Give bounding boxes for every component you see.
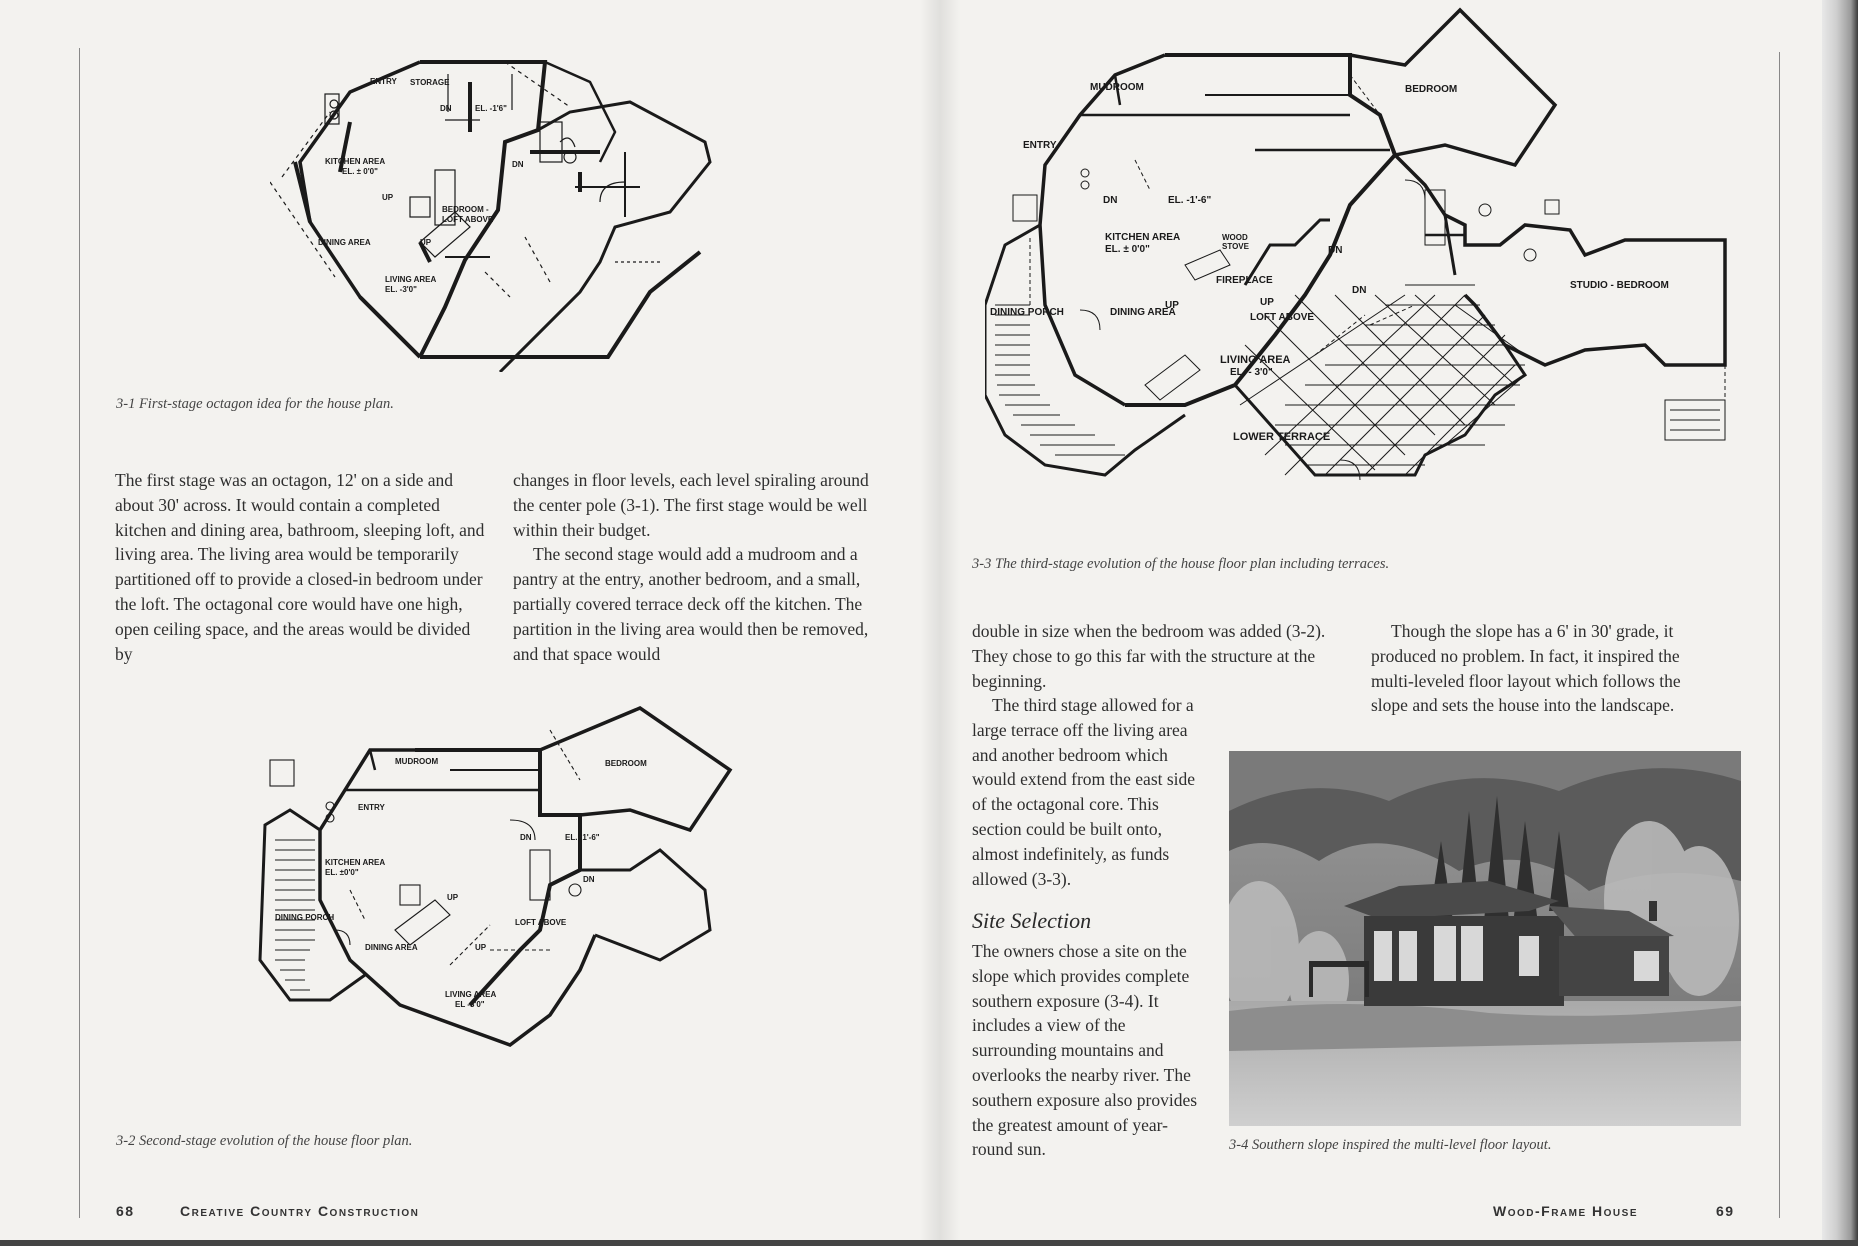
fig1-label-dining: DINING AREA	[318, 238, 371, 247]
fig3-label-living: LIVING AREA	[1220, 354, 1291, 366]
fig1-label-living: LIVING AREA	[385, 275, 437, 284]
left-text-column-1	[115, 468, 487, 666]
floor-plan-3-3	[985, 5, 1735, 550]
fig3-label-dn3: DN	[1352, 285, 1367, 296]
right-col1-para-1: double in size when the bedroom was added (3-2). They chose to go this far with the structure at the beginning.	[972, 621, 1326, 691]
fig3-label-terrace: LOWER TERRACE	[1233, 431, 1331, 443]
fig1-label-bedroom: BEDROOM -	[442, 205, 489, 214]
left-col1-para: The first stage was an octagon, 12' on a side and about 30' across. It would contain a completed kitchen and dining area, bathroom, sleeping loft, and living area. The living area would be temporarily partitioned off to provide a closed-in bedroom under the loft. The octagonal core would have one high, open ceiling space, and the areas would be divided by	[115, 470, 485, 664]
left-col2-para-2: The second stage would add a mudroom and a pantry at the entry, another bedroom, and a small, partially covered terrace deck off the kitchen. The partition in the living area would then be removed, and that space would	[513, 544, 869, 664]
fig3-label-dining: DINING AREA	[1110, 307, 1176, 318]
fig3-label-kitchen-el: EL. ± 0'0"	[1105, 244, 1150, 255]
fig3-label-fireplace: FIREPLACE	[1216, 275, 1273, 286]
right-running-head: Wood-Frame House	[1493, 1203, 1638, 1219]
fig1-label-kitchen-el: EL. ± 0'0"	[342, 167, 378, 176]
fig2-label-entry: ENTRY	[358, 803, 385, 812]
fig3-label-entry: ENTRY	[1023, 140, 1057, 151]
fig2-label-loft: LOFT ABOVE	[515, 918, 567, 927]
fig2-label-porch: DINING PORCH	[275, 913, 335, 922]
left-running-head: Creative Country Construction	[180, 1203, 420, 1219]
right-text-column-2	[1371, 619, 1721, 718]
floor-plan-3-1	[270, 52, 730, 372]
fig3-label-stove: WOOD	[1222, 233, 1248, 242]
caption-3-3: 3-3 The third-stage evolution of the house floor plan including terraces.	[972, 556, 1390, 572]
left-folio-number: 68	[116, 1203, 135, 1219]
bottom-edge	[0, 1240, 1858, 1246]
fig2-label-living: LIVING AREA	[445, 990, 497, 999]
fig3-label-dn1: DN	[1103, 195, 1118, 206]
fig3-label-studio: STUDIO - BEDROOM	[1570, 280, 1669, 291]
fig3-label-mudroom: MUDROOM	[1090, 82, 1144, 93]
floor-plan-3-2	[250, 700, 740, 1105]
fig2-label-dn1: DN	[520, 833, 532, 842]
caption-3-2: 3-2 Second-stage evolution of the house floor plan.	[116, 1133, 413, 1149]
fig2-label-mudroom: MUDROOM	[395, 757, 439, 766]
fig2-label-dining: DINING AREA	[365, 943, 418, 952]
left-col2-para-1: changes in floor levels, each level spiraling around the center pole (3-1). The first stage would be well within their budget.	[513, 470, 869, 540]
page-edge	[1822, 0, 1858, 1246]
fig2-label-up1: UP	[447, 893, 459, 902]
left-margin-rule	[79, 48, 80, 1218]
fig3-label-porch: DINING PORCH	[990, 307, 1064, 318]
left-text-column-2	[513, 468, 886, 666]
fig1-label-entry: ENTRY	[370, 77, 397, 86]
fig2-label-bedroom: BEDROOM	[605, 759, 647, 768]
fig1-label-up1: UP	[382, 193, 394, 202]
site-selection-text	[972, 939, 1202, 1162]
right-margin-rule	[1779, 52, 1780, 1218]
fig1-label-up2: UP	[420, 238, 432, 247]
fig3-label-stove2: STOVE	[1222, 242, 1249, 251]
right-col2-para: Though the slope has a 6' in 30' grade, it produced no problem. In fact, it inspired the multi-leveled floor layout which follows the slope and sets the house into the landscape.	[1371, 621, 1681, 716]
caption-3-1: 3-1 First-stage octagon idea for the house plan.	[116, 396, 394, 412]
fig1-label-dn2: DN	[512, 160, 524, 169]
fig1-label-dn1: DN	[440, 104, 452, 113]
fig1-label-living-el: EL. -3'0"	[385, 285, 417, 294]
right-text-column-1b	[972, 693, 1202, 891]
house-photo	[1229, 751, 1741, 1126]
fig2-label-el1: EL. -1'-6"	[565, 833, 600, 842]
fig3-label-up2: UP	[1260, 297, 1274, 308]
fig3-label-dn2: DN	[1328, 245, 1343, 256]
fig1-label-storage: STORAGE	[410, 78, 450, 87]
fig2-label-dn2: DN	[583, 875, 595, 884]
fig1-label-el1: EL. -1'6"	[475, 104, 507, 113]
fig3-label-bedroom: BEDROOM	[1405, 84, 1458, 95]
fig3-label-el1: EL. -1'-6"	[1168, 195, 1212, 206]
gutter-shadow	[920, 0, 960, 1246]
fig2-label-living-el: EL -3'0"	[455, 1000, 485, 1009]
fig1-label-loft: LOFT ABOVE	[442, 215, 494, 224]
right-folio-number: 69	[1716, 1203, 1735, 1219]
fig3-label-living-el: EL. - 3'0"	[1230, 367, 1273, 378]
fig3-label-kitchen: KITCHEN AREA	[1105, 232, 1181, 243]
right-col1-para-2: The third stage allowed for a large terrace off the living area and another bedroom which would extend from the east side of the octagonal core. This section could be built onto, almost indefinitely, as funds allowed (3-3).	[972, 695, 1196, 889]
fig1-label-kitchen: KITCHEN AREA	[325, 157, 386, 166]
fig2-label-kitchen-el: EL. ±0'0"	[325, 868, 359, 877]
fig2-label-kitchen: KITCHEN AREA	[325, 858, 386, 867]
fig3-label-up1: UP	[1165, 300, 1179, 311]
site-selection-heading: Site Selection	[972, 908, 1092, 933]
caption-3-4: 3-4 Southern slope inspired the multi-level floor layout.	[1229, 1137, 1552, 1153]
right-text-column-1	[972, 619, 1347, 693]
fig2-label-up2: UP	[475, 943, 487, 952]
fig3-label-loft: LOFT ABOVE	[1250, 312, 1315, 323]
site-selection-para: The owners chose a site on the slope which provides complete southern exposure (3-4). It includes a view of the surrounding mountains and overlooks the nearby river. The southern exposure also provides the greatest amount of year-round sun.	[972, 941, 1198, 1160]
